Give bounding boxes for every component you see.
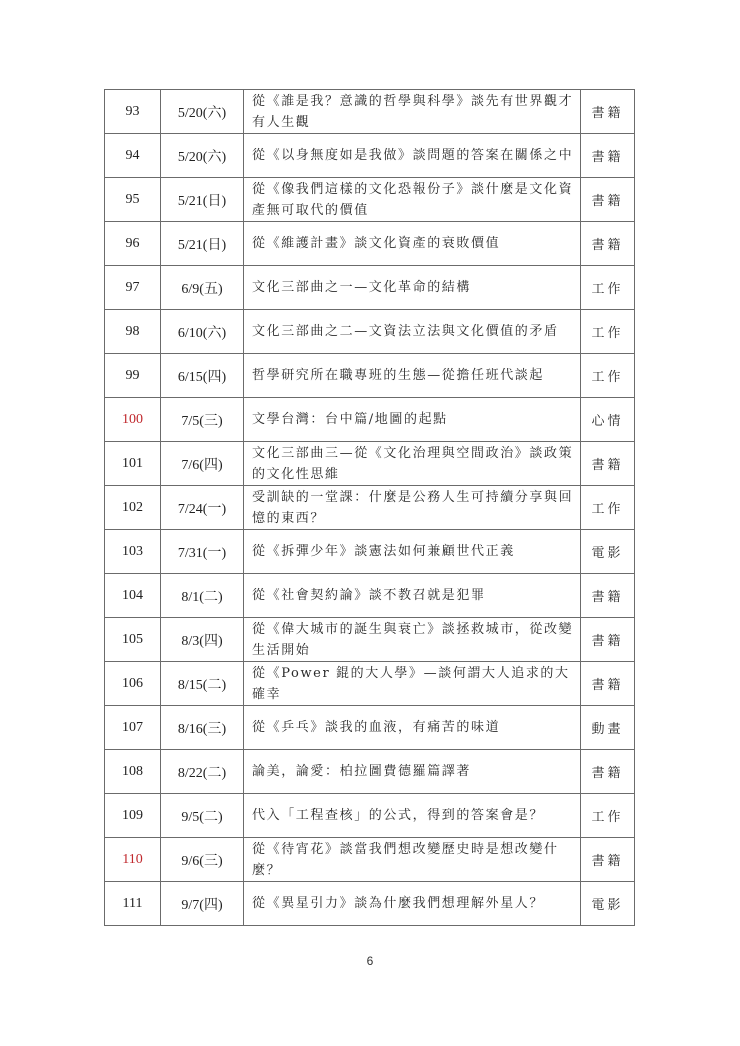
table-row xyxy=(105,838,635,882)
entry-date: 7/24(一) xyxy=(161,486,244,530)
entry-date: 7/31(一) xyxy=(161,530,244,574)
table-row xyxy=(105,90,635,134)
entry-title: 文學台灣：台中篇/地圖的起點 xyxy=(244,398,581,442)
entry-number: 95 xyxy=(105,178,161,222)
entry-number: 105 xyxy=(105,618,161,662)
entry-title: 從《誰是我？意識的哲學與科學》談先有世界觀才有人生觀 xyxy=(244,90,581,134)
entry-number: 96 xyxy=(105,222,161,266)
entry-title: 從《異星引力》談為什麼我們想理解外星人？ xyxy=(244,882,581,926)
entry-date: 8/22(二) xyxy=(161,750,244,794)
entry-category: 書籍 xyxy=(581,574,635,618)
entry-category: 電影 xyxy=(581,882,635,926)
entry-title: 受訓缺的一堂課：什麼是公務人生可持續分享與回憶的東西？ xyxy=(244,486,581,530)
entry-title: 從《像我們這樣的文化恐報份子》談什麼是文化資產無可取代的價值 xyxy=(244,178,581,222)
entry-category: 工作 xyxy=(581,310,635,354)
entry-date: 9/7(四) xyxy=(161,882,244,926)
entry-title: 從《乒乓》談我的血液，有痛苦的味道 xyxy=(244,706,581,750)
entry-date: 9/5(二) xyxy=(161,794,244,838)
entry-title: 文化三部曲之一—文化革命的結構 xyxy=(244,266,581,310)
table-row xyxy=(105,178,635,222)
entry-number: 110 xyxy=(105,838,161,882)
table-row xyxy=(105,794,635,838)
entry-number: 102 xyxy=(105,486,161,530)
entry-category: 心情 xyxy=(581,398,635,442)
entry-date: 9/6(三) xyxy=(161,838,244,882)
entry-number: 94 xyxy=(105,134,161,178)
entry-title: 從《以身無度如是我做》談問題的答案在關係之中 xyxy=(244,134,581,178)
table-row xyxy=(105,618,635,662)
entry-number: 100 xyxy=(105,398,161,442)
entry-category: 書籍 xyxy=(581,442,635,486)
entry-category: 書籍 xyxy=(581,90,635,134)
entry-date: 5/21(日) xyxy=(161,222,244,266)
table-row xyxy=(105,442,635,486)
table-row xyxy=(105,750,635,794)
table-row xyxy=(105,706,635,750)
entry-title: 論美，論愛：柏拉圖費德羅篇譯著 xyxy=(244,750,581,794)
table-row xyxy=(105,530,635,574)
table-row xyxy=(105,222,635,266)
table-row xyxy=(105,266,635,310)
entry-number: 99 xyxy=(105,354,161,398)
entry-title: 文化三部曲三—從《文化治理與空間政治》談政策的文化性思維 xyxy=(244,442,581,486)
table-row xyxy=(105,574,635,618)
entry-category: 工作 xyxy=(581,354,635,398)
entry-category: 書籍 xyxy=(581,838,635,882)
entry-title: 從《拆彈少年》談憲法如何兼顧世代正義 xyxy=(244,530,581,574)
table-row xyxy=(105,882,635,926)
table-row xyxy=(105,662,635,706)
entry-number: 107 xyxy=(105,706,161,750)
entry-category: 書籍 xyxy=(581,134,635,178)
entry-number: 101 xyxy=(105,442,161,486)
entry-date: 7/5(三) xyxy=(161,398,244,442)
entry-date: 8/16(三) xyxy=(161,706,244,750)
entry-number: 109 xyxy=(105,794,161,838)
entry-number: 104 xyxy=(105,574,161,618)
entry-date: 5/21(日) xyxy=(161,178,244,222)
entry-date: 5/20(六) xyxy=(161,134,244,178)
entry-category: 動畫 xyxy=(581,706,635,750)
entry-date: 7/6(四) xyxy=(161,442,244,486)
entry-category: 書籍 xyxy=(581,662,635,706)
entry-title: 哲學研究所在職專班的生態—從擔任班代談起 xyxy=(244,354,581,398)
entry-category: 工作 xyxy=(581,486,635,530)
entry-title: 從《社會契約論》談不教召就是犯罪 xyxy=(244,574,581,618)
table-body xyxy=(105,90,635,926)
entry-date: 6/9(五) xyxy=(161,266,244,310)
entry-title: 從《維護計畫》談文化資產的衰敗價值 xyxy=(244,222,581,266)
entry-date: 8/1(二) xyxy=(161,574,244,618)
entry-number: 98 xyxy=(105,310,161,354)
entry-title: 文化三部曲之二—文資法立法與文化價值的矛盾 xyxy=(244,310,581,354)
entry-date: 8/15(二) xyxy=(161,662,244,706)
entry-category: 書籍 xyxy=(581,618,635,662)
entry-date: 8/3(四) xyxy=(161,618,244,662)
entry-number: 106 xyxy=(105,662,161,706)
entry-title: 從《Power 錕的大人學》—談何謂大人追求的大確幸 xyxy=(244,662,581,706)
table-row xyxy=(105,486,635,530)
entry-number: 97 xyxy=(105,266,161,310)
entry-date: 5/20(六) xyxy=(161,90,244,134)
entry-number: 103 xyxy=(105,530,161,574)
table-row xyxy=(105,354,635,398)
entry-title: 從《待宵花》談當我們想改變歷史時是想改變什麼？ xyxy=(244,838,581,882)
entry-category: 工作 xyxy=(581,794,635,838)
article-log-table xyxy=(104,89,635,926)
entry-category: 書籍 xyxy=(581,178,635,222)
entry-category: 書籍 xyxy=(581,222,635,266)
table-row xyxy=(105,398,635,442)
table-row xyxy=(105,310,635,354)
entry-date: 6/10(六) xyxy=(161,310,244,354)
entry-category: 書籍 xyxy=(581,750,635,794)
entry-category: 工作 xyxy=(581,266,635,310)
table-row xyxy=(105,134,635,178)
entry-number: 93 xyxy=(105,90,161,134)
entry-number: 108 xyxy=(105,750,161,794)
entry-title: 代入「工程查核」的公式，得到的答案會是？ xyxy=(244,794,581,838)
entry-date: 6/15(四) xyxy=(161,354,244,398)
page-number: 6 xyxy=(366,954,374,968)
entry-category: 電影 xyxy=(581,530,635,574)
entry-number: 111 xyxy=(105,882,161,926)
entry-title: 從《偉大城市的誕生與衰亡》談拯救城市，從改變生活開始 xyxy=(244,618,581,662)
